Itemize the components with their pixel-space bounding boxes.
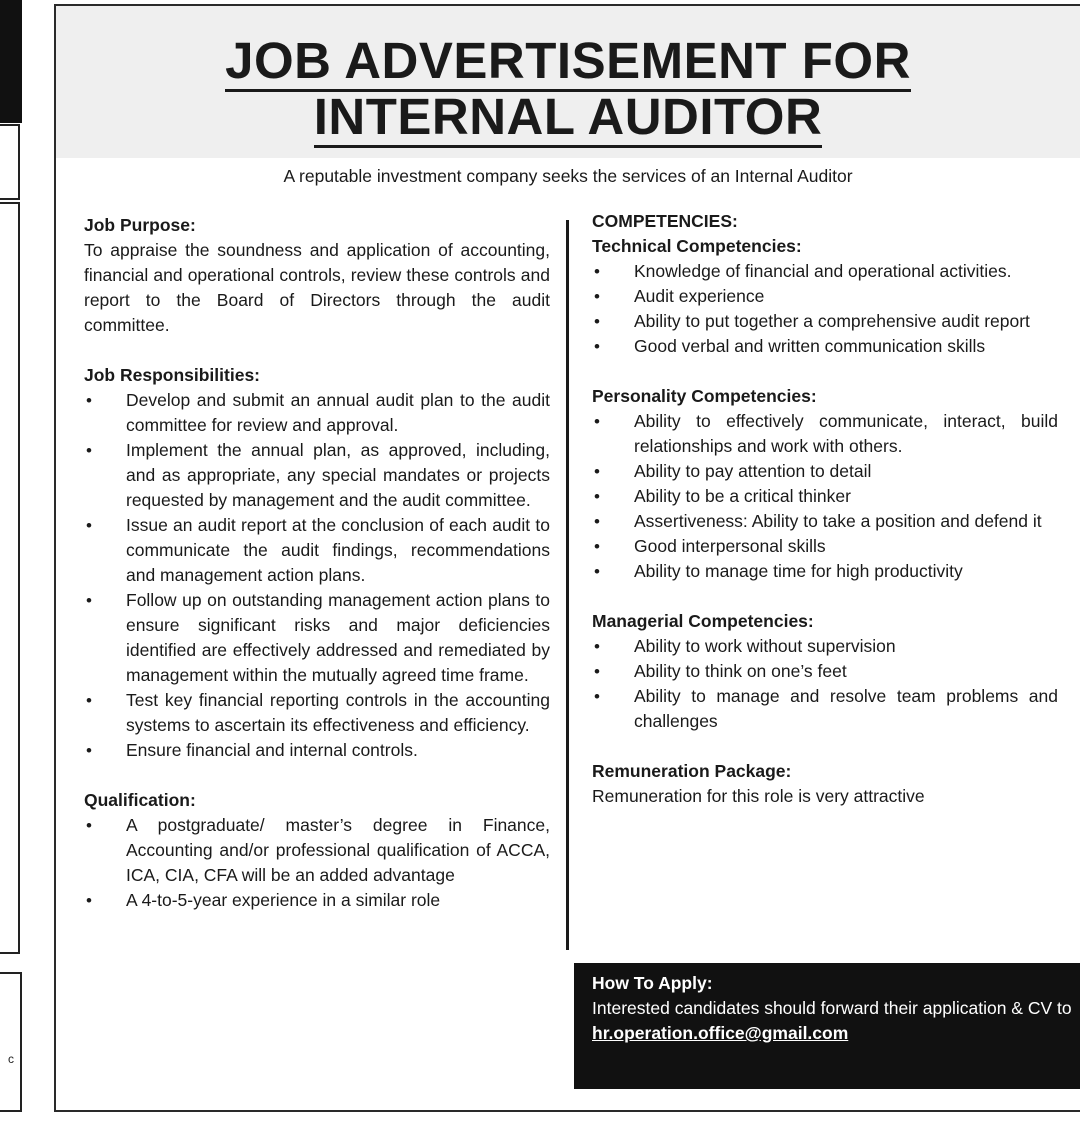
personality-list [592,409,1058,584]
bullet-icon: • [594,412,600,431]
bullet-icon: • [86,391,92,410]
ad-header [56,6,1080,158]
apply-email: hr.operation.office@gmail.com [592,1023,849,1043]
list-item: • A postgraduate/ master’s degree in Finance, Accounting and/or professional qualification of ACCA, ICA, CIA, CFA will be an added advantage [86,815,550,885]
list-item: • Assertiveness: Ability to take a position and defend it [592,509,1058,534]
bullet-icon: • [594,287,600,306]
list-item: • Follow up on outstanding management action plans to ensure significant risks and major deficiencies identified are effectively addressed and remediated by management within the mutually agreed time frame. [86,590,550,685]
bullet-icon: • [86,691,92,710]
adjacent-box [0,124,20,200]
managerial-heading: Managerial Competencies: [592,611,814,631]
how-to-apply-heading: How To Apply: [592,973,713,993]
list-item: • Ability to work without supervision [592,634,1058,659]
responsibilities-heading: Job Responsibilities: [84,365,260,385]
managerial-list [592,634,1058,734]
bullet-icon: • [594,687,600,706]
list-item: • Ability to manage time for high productivity [592,559,1058,584]
bullet-icon: • [86,816,92,835]
adjacent-page-edge [0,0,24,1127]
bullet-icon: • [86,891,92,910]
remuneration-heading: Remuneration Package: [592,761,792,781]
left-column [84,213,550,913]
competencies-heading: COMPETENCIES: [592,211,738,231]
bullet-icon: • [594,462,600,481]
job-advertisement [54,4,1080,1112]
list-item: • A 4-to-5-year experience in a similar role [84,888,550,913]
title-line-1: JOB ADVERTISEMENT FOR [225,32,911,92]
bullet-icon: • [86,591,92,610]
list-item: • Test key financial reporting controls in the accounting systems to ascertain its effectiveness and efficiency. [86,690,550,735]
right-column [592,209,1058,809]
list-item: • Ensure financial and internal controls. [84,738,550,763]
bullet-icon: • [594,337,600,356]
ad-subtitle: A reputable investment company seeks the services of an Internal Auditor [283,166,853,186]
list-item: • Implement the annual plan, as approved, including, and as appropriate, any special mandates or projects requested by management and the audit committee. [86,440,550,510]
adjacent-box [0,202,20,954]
technical-heading: Technical Competencies: [592,236,802,256]
list-item: • Ability to be a critical thinker [592,484,1058,509]
bullet-icon: • [594,537,600,556]
adjacent-glyph: c [8,1052,14,1066]
qualification-heading: Qualification: [84,790,196,810]
bullet-icon: • [594,562,600,581]
list-item: • Knowledge of financial and operational activities. [592,259,1058,284]
adjacent-box [0,972,22,1112]
list-item: • Issue an audit report at the conclusion of each audit to communicate the audit findings, recommendations and management action plans. [86,515,550,585]
list-item: • Good interpersonal skills [592,534,1058,559]
list-item: • Ability to pay attention to detail [592,459,1058,484]
remuneration-text: Remuneration for this role is very attractive [592,786,925,806]
how-to-apply-text: Interested candidates should forward their application & CV to [592,998,1072,1018]
bullet-icon: • [86,741,92,760]
list-item: • Ability to put together a comprehensive audit report [592,309,1058,334]
title-line-2: INTERNAL AUDITOR [314,88,823,148]
how-to-apply-box [574,963,1080,1089]
bullet-icon: • [86,516,92,535]
list-item: • Audit experience [592,284,1058,309]
bullet-icon: • [594,662,600,681]
job-purpose-heading: Job Purpose: [84,215,196,235]
list-item: • Develop and submit an annual audit plan to the audit committee for review and approval. [86,390,550,435]
bullet-icon: • [594,487,600,506]
column-divider [566,220,569,950]
adjacent-black-block [0,0,22,123]
job-purpose-text: To appraise the soundness and application of accounting, financial and operational controls, review these controls and report to the Board of Directors through the audit committee. [84,240,550,335]
list-item: • Good verbal and written communication skills [592,334,1058,359]
bullet-icon: • [594,312,600,331]
qualification-list [84,813,550,913]
list-item: • Ability to effectively communicate, interact, build relationships and work with others. [594,411,1058,456]
list-item: • Ability to think on one’s feet [592,659,1058,684]
bullet-icon: • [594,512,600,531]
personality-heading: Personality Competencies: [592,386,817,406]
bullet-icon: • [594,637,600,656]
list-item: • Ability to manage and resolve team problems and challenges [594,686,1058,731]
responsibilities-list [84,388,550,763]
bullet-icon: • [86,441,92,460]
technical-list [592,259,1058,359]
bullet-icon: • [594,262,600,281]
